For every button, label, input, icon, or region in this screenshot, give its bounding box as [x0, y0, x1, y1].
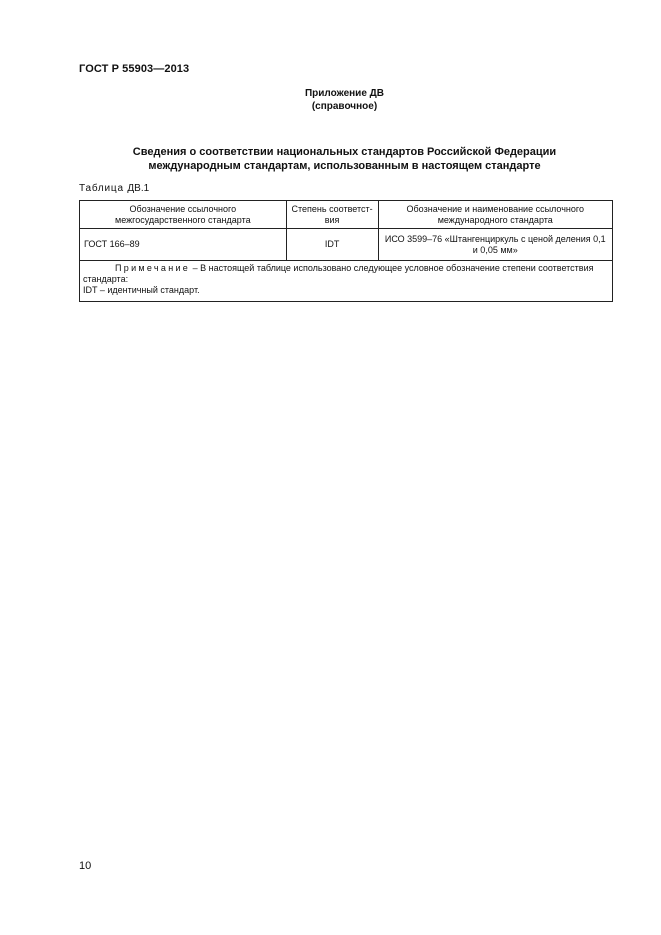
page-number: 10 [79, 860, 92, 872]
table-row [80, 229, 613, 261]
table-note-row [80, 261, 613, 302]
header-international-standard: Обозначение и наименование ссылочного международного стандарта [378, 201, 613, 229]
note-text: – В настоящей таблице использовано следующее условное обозначение степени соответствия стандарта: [83, 263, 594, 284]
document-code: ГОСТ Р 55903—2013 [79, 63, 190, 75]
note-prefix: Примечание [115, 263, 191, 273]
section-heading-line-1: Сведения о соответствии национальных стандартов Российской Федерации [132, 146, 557, 158]
table-caption-word: Таблица [79, 183, 124, 194]
table-caption-number: ДВ.1 [127, 183, 150, 194]
table-note [80, 261, 613, 302]
note-line-2: IDT – идентичный стандарт. [83, 285, 200, 295]
table-header-row [80, 201, 613, 229]
header-degree-of-correspondence: Степень соответст-вия [286, 201, 378, 229]
cell-interstate-standard: ГОСТ 166–89 [80, 229, 287, 261]
standards-correspondence-table [79, 200, 613, 302]
cell-international-standard: ИСО 3599–76 «Штангенциркуль с ценой деления 0,1 и 0,05 мм» [378, 229, 613, 261]
appendix-subtitle: (справочное) [311, 101, 378, 112]
appendix-title-block [0, 87, 661, 113]
header-interstate-standard: Обозначение ссылочного межгосударственного стандарта [80, 201, 287, 229]
cell-degree: IDT [286, 229, 378, 261]
section-heading [0, 145, 661, 173]
table-caption [79, 183, 149, 194]
section-heading-line-2: международным стандартам, использованным в настоящем стандарте [148, 160, 541, 172]
appendix-title: Приложение ДВ [304, 88, 385, 99]
